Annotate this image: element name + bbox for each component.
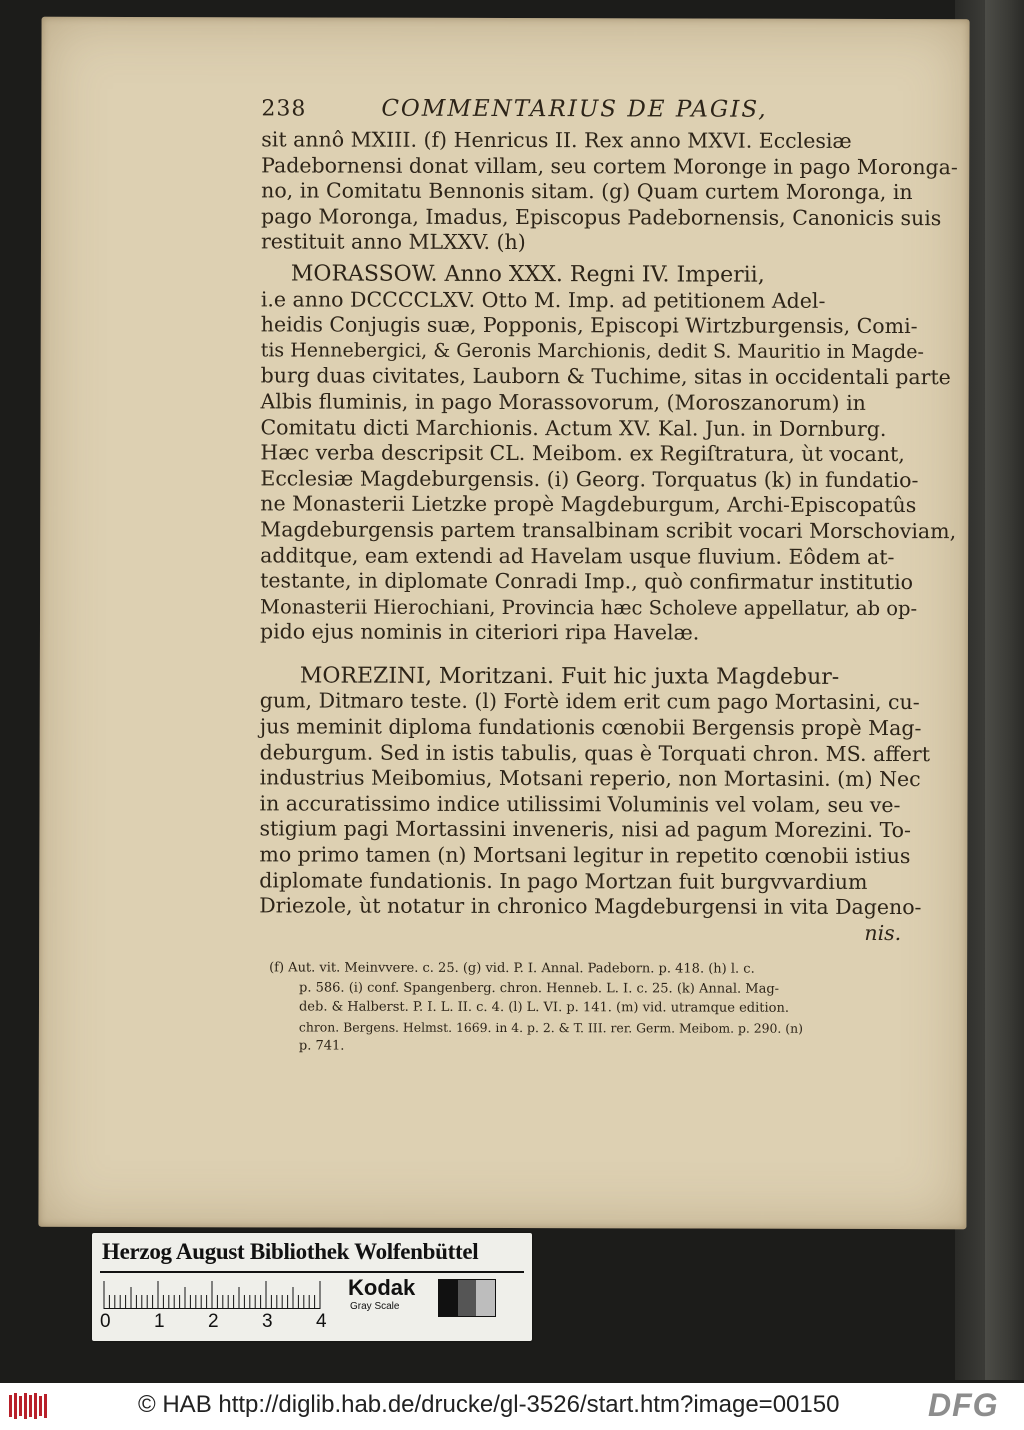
text-line: restituit anno MLXXV. (h) <box>260 229 526 255</box>
text-line: sit annô MXIII. (f) Henricus II. Rex anno MXVI. Ecclesiæ <box>261 127 852 153</box>
text-line: Comitatu dicti Marchionis. Actum XV. Kal. Jun. in Dornburg. <box>260 414 887 441</box>
copyright-url[interactable]: © HAB http://diglib.hab.de/drucke/gl-3526/start.htm?image=00150 <box>138 1391 840 1418</box>
text-line: Hæc verba descripsit CL. Meibom. ex Regiſtratura, ùt vocant, <box>260 440 905 467</box>
text-line: diplomate fundationis. In pago Mortzan fuit burgvvardium <box>259 867 868 894</box>
card-divider <box>100 1271 524 1273</box>
text-line: testante, in diplomate Conradi Imp., quò confirmatur institutio <box>260 568 914 595</box>
text-line: Monasterii Hierochiani, Provincia hæc Scholeve appellatur, ab op- <box>260 595 918 620</box>
footnote-line: deb. & Halberst. P. I. L. II. c. 4. (l) L. VI. p. 141. (m) vid. utramque edition. <box>298 999 790 1017</box>
book-page <box>38 17 969 1229</box>
ruler-number: 4 <box>316 1311 327 1332</box>
text-line: pido ejus nominis in citeriori ripa Havelæ. <box>259 619 700 645</box>
text-line: stigium pagi Mortassini inveneris, nisi ad pagum Morezini. To- <box>259 816 911 843</box>
gray-patches <box>438 1279 496 1317</box>
color-target-card <box>92 1233 532 1341</box>
text-line: industrius Meibomius, Motsani reperio, non Mortasini. (m) Nec <box>259 765 921 792</box>
library-name: Herzog August Bibliothek Wolfenbüttel <box>102 1239 479 1264</box>
entry-heading-line: MOREZINI, Moritzani. Fuit hic juxta Magdebur- <box>299 663 840 690</box>
text-line: heidis Conjugis suæ, Popponis, Episcopi Wirtzburgensis, Comi- <box>260 312 918 339</box>
running-title: COMMENTARIUS DE PAGIS, <box>381 95 768 123</box>
ruler-number: 2 <box>208 1311 219 1332</box>
text-line: mo primo tamen (n) Mortsani legitur in repetito cœnobii istius <box>259 842 911 869</box>
entry-heading-line: MORASSOW. Anno XXX. Regni IV. Imperii, <box>290 261 765 288</box>
dfg-logo: DFG <box>928 1387 999 1423</box>
text-line: burg duas civitates, Lauborn & Tuchime, sitas in occidentali parte <box>260 363 951 390</box>
scan-edge <box>985 0 1024 1380</box>
ruler-scale <box>102 1279 332 1309</box>
text-line: Magdeburgensis partem transalbinam scribit vocari Morschoviam, <box>260 517 957 544</box>
text-line: i.e anno DCCCCLXV. Otto M. Imp. ad petitionem Adel- <box>260 286 826 313</box>
page-number: 238 <box>261 96 307 122</box>
footnote-line: p. 741. <box>298 1038 345 1054</box>
text-line: no, in Comitatu Bennonis sitam. (g) Quam curtem Moronga, in <box>261 178 913 205</box>
ruler-number: 0 <box>100 1311 111 1332</box>
text-line: tis Hennebergici, & Geronis Marchionis, dedit S. Mauritio in Magde- <box>260 339 924 363</box>
text-line: Padebornensi donat villam, seu cortem Moronge in pago Moronga- <box>261 152 958 179</box>
text-line: Albis fluminis, in pago Morassovorum, (Moroszanorum) in <box>260 389 866 415</box>
page-text <box>259 95 958 1058</box>
text-line: deburgum. Sed in istis tabulis, quas è Torquati chron. MS. affert <box>259 740 930 766</box>
ruler-number: 1 <box>154 1311 165 1332</box>
footnotes <box>259 959 907 1058</box>
text-line: ne Monasterii Lietzke propè Magdeburgum, Archi-Episcopatûs <box>260 491 917 518</box>
ruler-numbers <box>102 1311 342 1335</box>
hab-logo-icon <box>8 1391 48 1421</box>
footer-bar <box>0 1383 1024 1430</box>
kodak-logo: Kodak <box>348 1275 416 1300</box>
text-line: gum, Ditmaro teste. (l) Fortè idem erit cum pago Mortasini, cu- <box>259 688 920 715</box>
text-line: additque, eam extendi ad Havelam usque fluvium. Eôdem at- <box>260 542 895 569</box>
text-line: pago Moronga, Imadus, Episcopus Padebornensis, Canonicis suis <box>261 204 942 230</box>
footnote-line: p. 586. (i) conf. Spangenberg. chron. Henneb. L. I. c. 25. (k) Annal. Mag- <box>299 980 780 997</box>
footnote-line: chron. Bergens. Helmst. 1669. in 4. p. 2. & T. III. rer. Germ. Meibom. p. 290. (n) <box>298 1019 803 1036</box>
footnote-line: (f) Aut. vit. Meinvvere. c. 25. (g) vid. P. I. Annal. Padeborn. p. 418. (h) l. c. <box>269 960 755 978</box>
grayscale-label: Gray Scale <box>350 1301 400 1312</box>
text-line: jus meminit diploma fundationis cœnobii Bergensis propè Mag- <box>259 714 922 741</box>
ruler-number: 3 <box>262 1311 273 1332</box>
text-line: Driezole, ùt notatur in chronico Magdeburgensi in vita Dageno- <box>259 893 922 920</box>
text-line: Ecclesiæ Magdeburgensis. (i) Georg. Torquatus (k) in fundatio- <box>260 466 919 492</box>
text-line: in accuratissimo indice utilissimi Voluminis vel volam, seu ve- <box>259 791 901 817</box>
text-line: nis. <box>864 920 902 945</box>
running-head <box>261 95 909 129</box>
